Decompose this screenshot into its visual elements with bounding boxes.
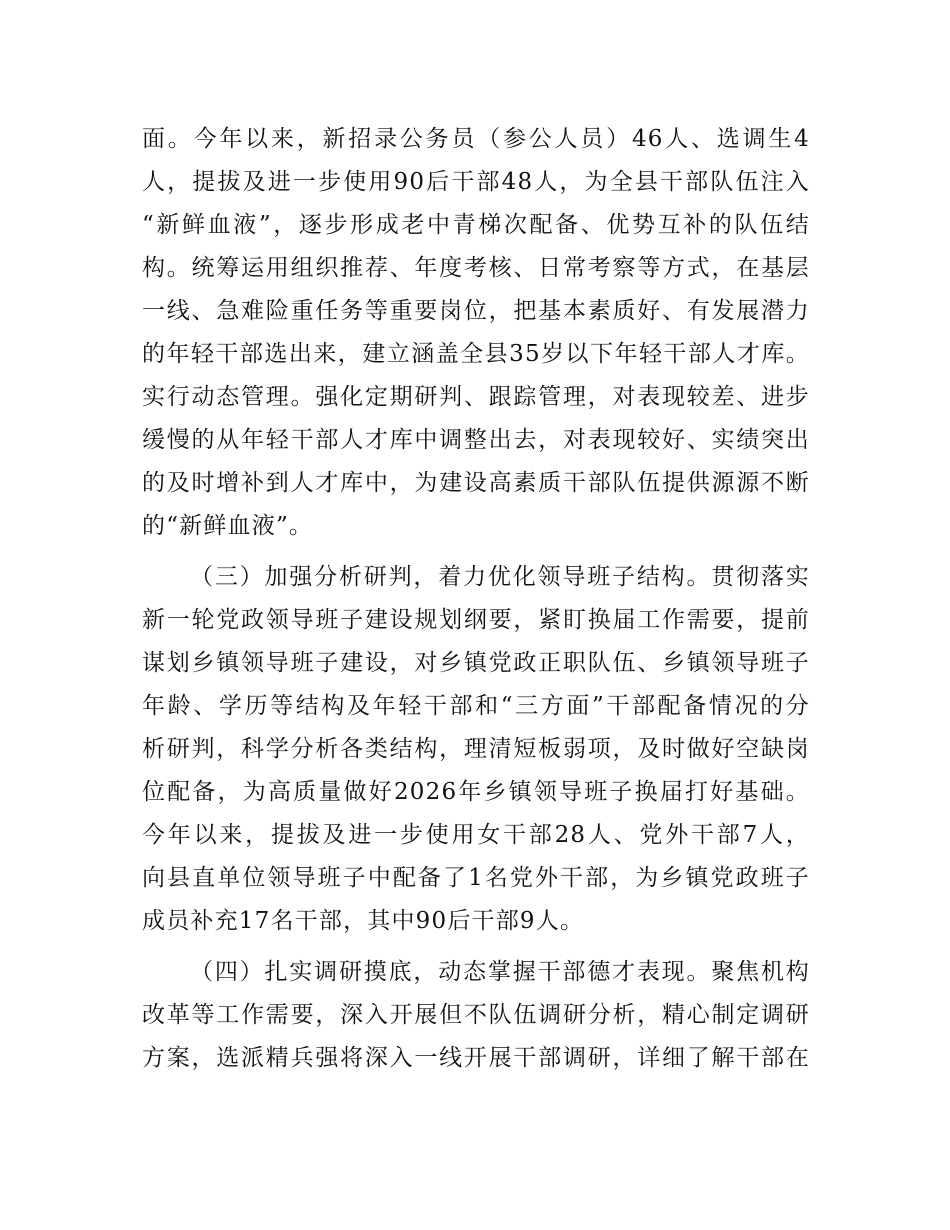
section-heading-line: （三）加强分析研判，着力优化领导班子结构。贯彻落实 [190, 564, 810, 590]
text-line: 缓慢的从年轻干部人才库中调整出去，对表现较好、实绩突出 [142, 427, 810, 453]
text-line: “新鲜血液”，逐步形成老中青梯次配备、优势互补的队伍结 [142, 212, 810, 238]
text-line: 向县直单位领导班子中配备了1名党外干部，为乡镇党政班子 [142, 865, 810, 891]
text-line: 的年轻干部选出来，建立涵盖全县35岁以下年轻干部人才库。 [142, 341, 810, 367]
text-line: 的及时增补到人才库中，为建设高素质干部队伍提供源源不断 [142, 470, 810, 496]
text-line: 年龄、学历等结构及年轻干部和“三方面”干部配备情况的分 [142, 693, 810, 719]
text-line: 析研判，科学分析各类结构，理清短板弱项，及时做好空缺岗 [142, 736, 810, 762]
paragraph-gap [142, 943, 810, 951]
text-line: 的“新鲜血液”。 [142, 513, 314, 539]
paragraph-section-three [142, 556, 810, 943]
text-line: 构。统筹运用组织推荐、年度考核、日常考察等方式，在基层 [142, 255, 810, 281]
text-line: 位配备，为高质量做好2026年乡镇领导班子换届打好基础。 [142, 779, 810, 805]
text-line: 新一轮党政领导班子建设规划纲要，紧盯换届工作需要，提前 [142, 607, 810, 633]
text-line: 今年以来，提拔及进一步使用女干部28人、党外干部7人， [142, 822, 810, 848]
text-line: 方案，选派精兵强将深入一线开展干部调研，详细了解干部在 [142, 1045, 810, 1071]
text-line: 人，提拔及进一步使用90后干部48人，为全县干部队伍注入 [142, 169, 810, 195]
paragraph-section-four [142, 951, 810, 1080]
paragraph-gap [142, 548, 810, 556]
text-line: 成员补充17名干部，其中90后干部9人。 [142, 908, 585, 934]
text-line: 改革等工作需要，深入开展但不队伍调研分析，精心制定调研 [142, 1002, 810, 1028]
document-body [142, 118, 810, 1080]
section-heading-line: （四）扎实调研摸底，动态掌握干部德才表现。聚焦机构 [190, 959, 810, 985]
text-line: 一线、急难险重任务等重要岗位，把基本素质好、有发展潜力 [142, 298, 810, 324]
paragraph-young-cadres [142, 118, 810, 548]
text-line: 谋划乡镇领导班子建设，对乡镇党政正职队伍、乡镇领导班子 [142, 650, 810, 676]
text-line: 面。今年以来，新招录公务员（参公人员）46人、选调生4 [142, 126, 810, 152]
text-line: 实行动态管理。强化定期研判、跟踪管理，对表现较差、进步 [142, 384, 810, 410]
